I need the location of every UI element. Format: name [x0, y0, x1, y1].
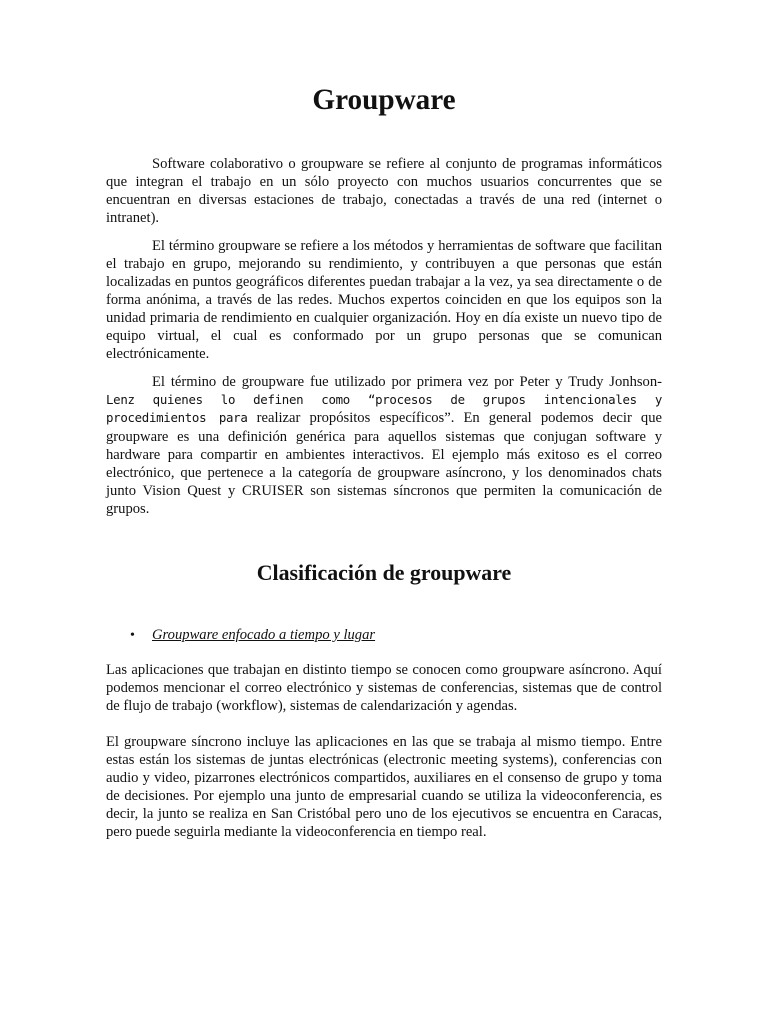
history-quote-end: realizar propósitos específicos”: [256, 410, 451, 426]
history-text-end: . En general podemos decir que groupware es una definición genérica para aquellos sistemas que conjugan software y hardware para compartir en ambientes interactivos. El ejemplo más exitoso es el correo electrónico, que pertenece a la categoría de groupware asíncrono, y los denominados chats junto Vision Quest y CRUISER son sistemas síncronos que permiten la comunicación de grupos.: [106, 410, 663, 517]
history-text-start: El término de groupware fue utilizado por primera vez por Peter y Trudy Jonhson-: [152, 374, 662, 390]
bullet-heading: Groupware enfocado a tiempo y lugar: [152, 627, 376, 643]
bullet-item: [106, 626, 662, 645]
document-title: Groupware: [312, 84, 456, 116]
document-body: [106, 84, 663, 841]
paragraph-sync: El groupware síncrono incluye las aplicaciones en las que se trabaja al mismo tiempo. Entre estas están los sistemas de juntas electrónicas (electronic meeting systems), conferencias con audio y video, pizarrones electrónicos compartidos, auxiliares en el consenso de grupo y toma de decisiones. Por ejemplo una junto de empresarial cuando se utiliza la videoconferencia, es decir, la junto se realiza en San Cristóbal pero uno de los ejecutivos se encuentra en Caracas, pero puede seguirla mediante la videoconferencia en tiempo real.: [106, 734, 662, 840]
paragraph-async: Las aplicaciones que trabajan en distinto tiempo se conocen como groupware asíncrono. Aquí podemos mencionar el correo electrónico y sistemas de conferencias, sistemas que de control de flujo de trabajo (workflow), sistemas de calendarización y agendas.: [106, 662, 662, 714]
history-quote-start: Lenz quienes lo definen como “procesos de grupos intencionales y procedimientos para: [106, 392, 662, 425]
paragraph-intro: Software colaborativo o groupware se refiere al conjunto de programas informáticos que integran el trabajo en un sólo proyecto con muchos usuarios concurrentes que se encuentran en diversas estaciones de trabajo, conectadas a través de una red (internet o intranet).: [106, 156, 662, 226]
section-title: Clasificación de groupware: [256, 560, 512, 585]
paragraph-definition: El término groupware se refiere a los métodos y herramientas de software que facilitan el trabajo en grupo, mejorando su rendimiento, y contribuyen a que personas que están localizadas en puntos geográficos diferentes puedan trabajar a la vez, ya sea directamente o de forma anónima, a través de las redes. Muchos expertos coinciden en que los equipos son la unidad primaria de rendimiento en cualquier organización. Hoy en día existe un nuevo tipo de equipo virtual, el cual es conformado por un grupo personas que se comunican electrónicamente.: [106, 238, 662, 362]
paragraph-history: [106, 373, 662, 518]
bullet-icon: •: [130, 628, 135, 643]
